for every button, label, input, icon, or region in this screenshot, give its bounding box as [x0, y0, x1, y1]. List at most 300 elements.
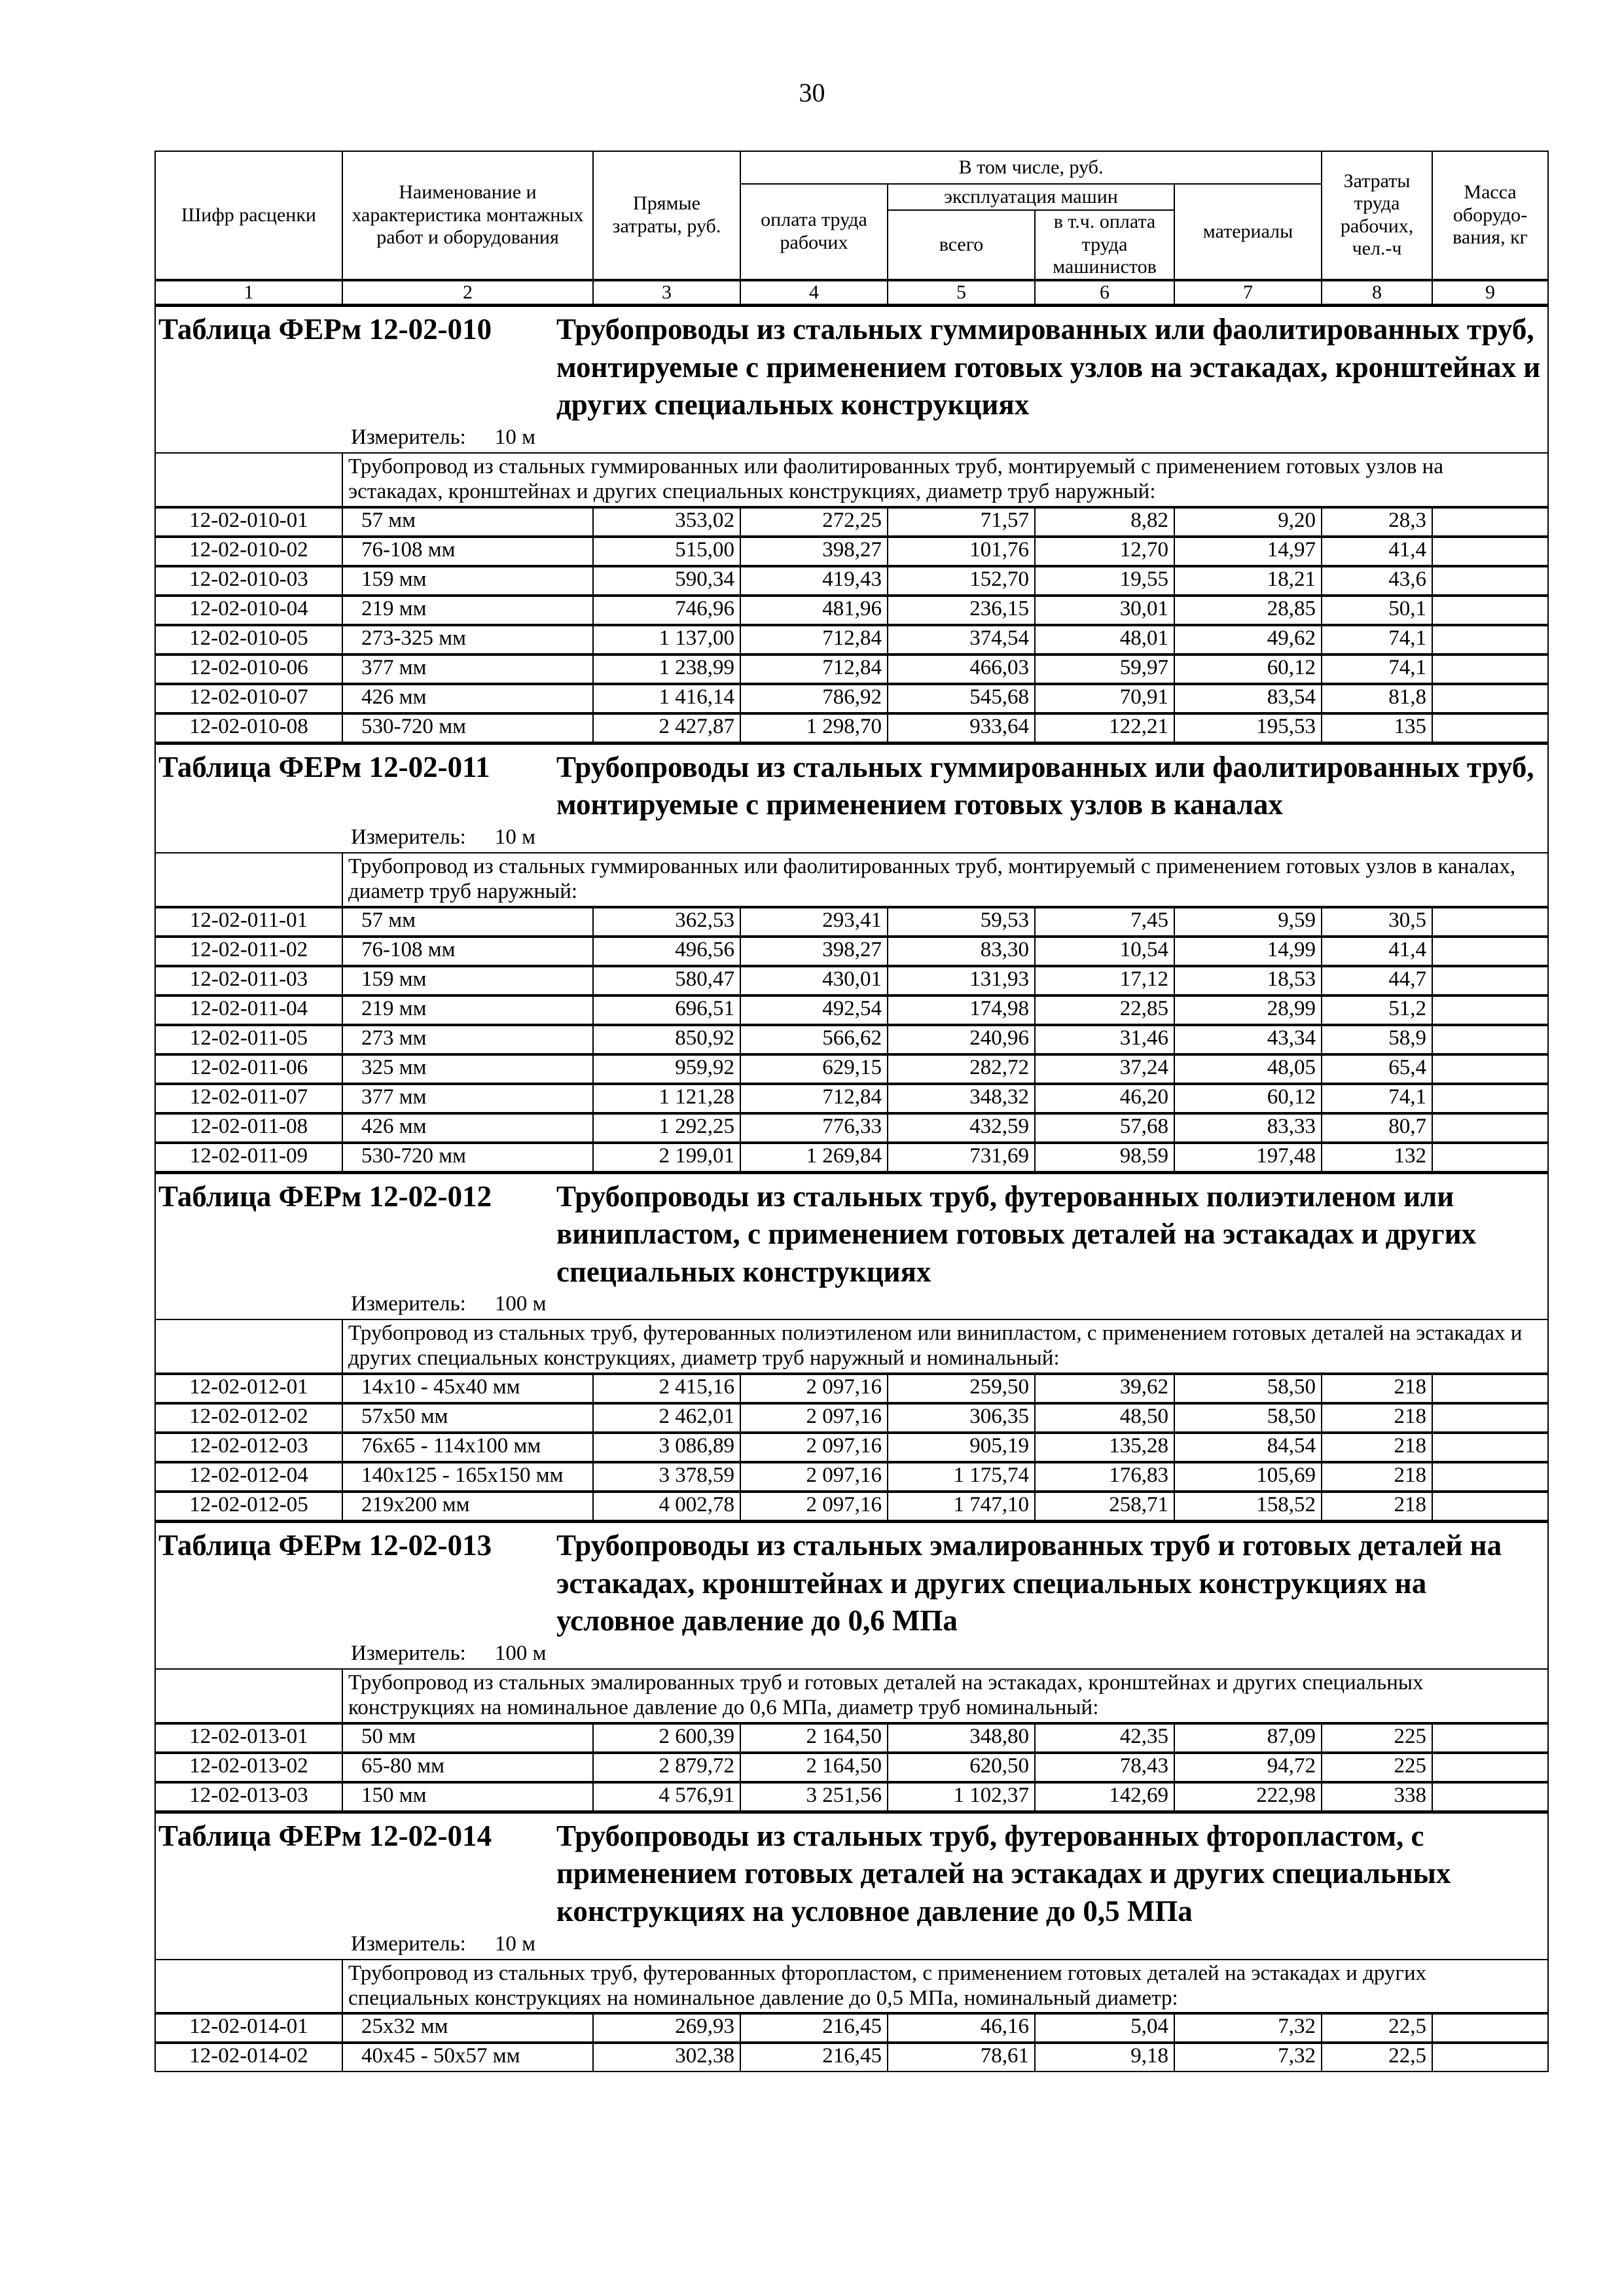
- header-direct-costs: Прямые затраты, руб.: [593, 151, 740, 280]
- labor-hours: 74,1: [1322, 655, 1432, 684]
- section-header: [155, 1172, 1548, 1319]
- machines-total: 1 102,37: [888, 1782, 1035, 1812]
- table-row: [155, 1782, 1548, 1812]
- section-description: Трубопровод из стальных труб, футерованных полиэтиленом или винипластом, с применением готовых деталей на эстакадах и других специальных конструкциях, диаметр труб наружный и номинальный:: [342, 1319, 1548, 1374]
- section-title: Трубопроводы из стальных гуммированных или фаолитированных труб, монтируемые с применением готовых узлов в каналах: [556, 750, 1534, 821]
- rate-code: 12-02-013-03: [155, 1782, 342, 1812]
- machinist-wages: 9,18: [1035, 2043, 1174, 2072]
- work-name: 76-108 мм: [342, 937, 593, 966]
- table-row: [155, 1723, 1548, 1753]
- column-number: 3: [593, 280, 740, 306]
- table-row: [155, 1374, 1548, 1403]
- section-header-row: [155, 1172, 1548, 1319]
- section-label: Таблица ФЕРм 12-02-011: [158, 750, 490, 783]
- materials: 58,50: [1174, 1374, 1322, 1403]
- direct-costs: 959,92: [593, 1054, 740, 1084]
- machines-total: 240,96: [888, 1025, 1035, 1054]
- rate-code: 12-02-012-04: [155, 1462, 342, 1492]
- direct-costs: 362,53: [593, 907, 740, 937]
- machines-total: 131,93: [888, 966, 1035, 996]
- machines-total: 933,64: [888, 713, 1035, 744]
- direct-costs: 746,96: [593, 596, 740, 625]
- section-description-row: [155, 453, 1548, 507]
- materials: 14,97: [1174, 537, 1322, 566]
- direct-costs: 1 238,99: [593, 655, 740, 684]
- table-row: [155, 1084, 1548, 1113]
- worker-wages: 398,27: [740, 537, 888, 566]
- machines-total: 174,98: [888, 996, 1035, 1025]
- rate-code: 12-02-012-03: [155, 1433, 342, 1462]
- materials: 83,33: [1174, 1113, 1322, 1143]
- worker-wages: 2 097,16: [740, 1403, 888, 1433]
- machinist-wages: 258,71: [1035, 1492, 1174, 1522]
- section-header-row: [155, 1522, 1548, 1669]
- machinist-wages: 48,50: [1035, 1403, 1174, 1433]
- labor-hours: 218: [1322, 1462, 1432, 1492]
- worker-wages: 2 164,50: [740, 1723, 888, 1753]
- machinist-wages: 78,43: [1035, 1753, 1174, 1782]
- section-label: Таблица ФЕРм 12-02-012: [158, 1179, 492, 1213]
- rate-code: 12-02-012-02: [155, 1403, 342, 1433]
- header-machines-total: всего: [888, 210, 1035, 280]
- equipment-mass: [1432, 966, 1548, 996]
- equipment-mass: [1432, 1054, 1548, 1084]
- table-header: [155, 151, 1548, 306]
- materials: 195,53: [1174, 713, 1322, 744]
- work-name: 159 мм: [342, 966, 593, 996]
- work-name: 377 мм: [342, 1084, 593, 1113]
- measure-value: 100 м: [494, 1292, 547, 1316]
- machines-total: 152,70: [888, 566, 1035, 596]
- measure-value: 10 м: [494, 1931, 535, 1956]
- machinist-wages: 176,83: [1035, 1462, 1174, 1492]
- section-title: Трубопроводы из стальных труб, футерованных полиэтиленом или винипластом, с применением готовых деталей на эстакадах и других специальных конструкциях: [556, 1179, 1477, 1288]
- labor-hours: 28,3: [1322, 507, 1432, 537]
- machinist-wages: 17,12: [1035, 966, 1174, 996]
- equipment-mass: [1432, 1403, 1548, 1433]
- direct-costs: 2 199,01: [593, 1143, 740, 1173]
- machinist-wages: 31,46: [1035, 1025, 1174, 1054]
- rate-code: 12-02-011-04: [155, 996, 342, 1025]
- section-header: [155, 306, 1548, 453]
- worker-wages: 481,96: [740, 596, 888, 625]
- materials: 28,99: [1174, 996, 1322, 1025]
- labor-hours: 132: [1322, 1143, 1432, 1173]
- work-name: 57 мм: [342, 907, 593, 937]
- equipment-mass: [1432, 566, 1548, 596]
- rate-code: 12-02-010-05: [155, 625, 342, 655]
- work-name: 273 мм: [342, 1025, 593, 1054]
- direct-costs: 696,51: [593, 996, 740, 1025]
- equipment-mass: [1432, 1723, 1548, 1753]
- worker-wages: 430,01: [740, 966, 888, 996]
- work-name: 426 мм: [342, 684, 593, 713]
- machinist-wages: 39,62: [1035, 1374, 1174, 1403]
- machines-total: 731,69: [888, 1143, 1035, 1173]
- machinist-wages: 122,21: [1035, 713, 1174, 744]
- table-row: [155, 625, 1548, 655]
- rate-code: 12-02-011-06: [155, 1054, 342, 1084]
- equipment-mass: [1432, 684, 1548, 713]
- table-row: [155, 1492, 1548, 1522]
- work-name: 426 мм: [342, 1113, 593, 1143]
- direct-costs: 580,47: [593, 966, 740, 996]
- work-name: 530-720 мм: [342, 713, 593, 744]
- labor-hours: 218: [1322, 1374, 1432, 1403]
- rate-code: 12-02-011-08: [155, 1113, 342, 1143]
- machines-total: 306,35: [888, 1403, 1035, 1433]
- direct-costs: 3 086,89: [593, 1433, 740, 1462]
- equipment-mass: [1432, 1025, 1548, 1054]
- equipment-mass: [1432, 1113, 1548, 1143]
- worker-wages: 3 251,56: [740, 1782, 888, 1812]
- section-label: Таблица ФЕРм 12-02-013: [158, 1529, 492, 1562]
- rate-code: 12-02-011-07: [155, 1084, 342, 1113]
- work-name: 273-325 мм: [342, 625, 593, 655]
- rate-code: 12-02-012-01: [155, 1374, 342, 1403]
- measure: [158, 1932, 1545, 1956]
- labor-hours: 65,4: [1322, 1054, 1432, 1084]
- direct-costs: 3 378,59: [593, 1462, 740, 1492]
- direct-costs: 850,92: [593, 1025, 740, 1054]
- page-number: 30: [799, 78, 825, 107]
- section-description-row: [155, 853, 1548, 907]
- rate-code: 12-02-013-01: [155, 1723, 342, 1753]
- section-description: Трубопровод из стальных труб, футерованных фторопластом, с применением готовых деталей на эстакадах и других специальных конструкциях на номинальное давление до 0,5 МПа, номинальный диаметр:: [342, 1960, 1548, 2014]
- measure: [158, 1292, 1545, 1316]
- direct-costs: 2 427,87: [593, 713, 740, 744]
- table-row: [155, 596, 1548, 625]
- table-row: [155, 937, 1548, 966]
- machinist-wages: 48,01: [1035, 625, 1174, 655]
- rate-code: 12-02-010-04: [155, 596, 342, 625]
- rate-code: 12-02-011-02: [155, 937, 342, 966]
- column-number: 2: [342, 280, 593, 306]
- labor-hours: 58,9: [1322, 1025, 1432, 1054]
- materials: 84,54: [1174, 1433, 1322, 1462]
- materials: 222,98: [1174, 1782, 1322, 1812]
- machinist-wages: 22,85: [1035, 996, 1174, 1025]
- direct-costs: 2 879,72: [593, 1753, 740, 1782]
- materials: 18,53: [1174, 966, 1322, 996]
- section-description: Трубопровод из стальных гуммированных или фаолитированных труб, монтируемый с применением готовых узлов в каналах, диаметр труб наружный:: [342, 853, 1548, 907]
- materials: 105,69: [1174, 1462, 1322, 1492]
- rate-code: 12-02-010-08: [155, 713, 342, 744]
- rate-code: 12-02-010-02: [155, 537, 342, 566]
- worker-wages: 216,45: [740, 2043, 888, 2072]
- measure-label: Измеритель:: [351, 1641, 466, 1666]
- rate-code: 12-02-010-03: [155, 566, 342, 596]
- machinist-wages: 142,69: [1035, 1782, 1174, 1812]
- equipment-mass: [1432, 655, 1548, 684]
- worker-wages: 629,15: [740, 1054, 888, 1084]
- column-number: 4: [740, 280, 888, 306]
- section-label: Таблица ФЕРм 12-02-010: [158, 313, 492, 346]
- labor-hours: 225: [1322, 1723, 1432, 1753]
- materials: 18,21: [1174, 566, 1322, 596]
- machines-total: 46,16: [888, 2013, 1035, 2043]
- measure-label: Измеритель:: [351, 425, 466, 449]
- worker-wages: 712,84: [740, 655, 888, 684]
- table-row: [155, 996, 1548, 1025]
- work-name: 325 мм: [342, 1054, 593, 1084]
- materials: 9,20: [1174, 507, 1322, 537]
- worker-wages: 398,27: [740, 937, 888, 966]
- machinist-wages: 59,97: [1035, 655, 1174, 684]
- section-description-row: [155, 1960, 1548, 2014]
- empty-cell: [155, 853, 342, 907]
- machinist-wages: 30,01: [1035, 596, 1174, 625]
- machines-total: 905,19: [888, 1433, 1035, 1462]
- direct-costs: 4 002,78: [593, 1492, 740, 1522]
- table-row: [155, 966, 1548, 996]
- work-name: 14х10 - 45х40 мм: [342, 1374, 593, 1403]
- rate-code: 12-02-011-03: [155, 966, 342, 996]
- equipment-mass: [1432, 1782, 1548, 1812]
- machines-total: 78,61: [888, 2043, 1035, 2072]
- equipment-mass: [1432, 1374, 1548, 1403]
- worker-wages: 566,62: [740, 1025, 888, 1054]
- worker-wages: 2 097,16: [740, 1462, 888, 1492]
- work-name: 140х125 - 165х150 мм: [342, 1462, 593, 1492]
- column-number: 8: [1322, 280, 1432, 306]
- column-number: 5: [888, 280, 1035, 306]
- labor-hours: 218: [1322, 1433, 1432, 1462]
- machines-total: 1 747,10: [888, 1492, 1035, 1522]
- section-header: [155, 1812, 1548, 1959]
- measure: [158, 425, 1545, 450]
- worker-wages: 2 097,16: [740, 1492, 888, 1522]
- rate-code: 12-02-011-05: [155, 1025, 342, 1054]
- worker-wages: 216,45: [740, 2013, 888, 2043]
- equipment-mass: [1432, 2013, 1548, 2043]
- materials: 58,50: [1174, 1403, 1322, 1433]
- equipment-mass: [1432, 907, 1548, 937]
- table-row: [155, 566, 1548, 596]
- column-number: 1: [155, 280, 342, 306]
- measure-value: 10 м: [494, 425, 535, 449]
- direct-costs: 590,34: [593, 566, 740, 596]
- rate-code: 12-02-014-02: [155, 2043, 342, 2072]
- materials: 49,62: [1174, 625, 1322, 655]
- work-name: 219 мм: [342, 596, 593, 625]
- section-description-row: [155, 1319, 1548, 1374]
- worker-wages: 1 298,70: [740, 713, 888, 744]
- work-name: 150 мм: [342, 1782, 593, 1812]
- section-header-row: [155, 306, 1548, 453]
- equipment-mass: [1432, 2043, 1548, 2072]
- machines-total: 101,76: [888, 537, 1035, 566]
- measure: [158, 825, 1545, 850]
- machines-total: 348,80: [888, 1723, 1035, 1753]
- worker-wages: 492,54: [740, 996, 888, 1025]
- labor-hours: 338: [1322, 1782, 1432, 1812]
- labor-hours: 50,1: [1322, 596, 1432, 625]
- equipment-mass: [1432, 625, 1548, 655]
- equipment-mass: [1432, 1492, 1548, 1522]
- labor-hours: 225: [1322, 1753, 1432, 1782]
- worker-wages: 712,84: [740, 1084, 888, 1113]
- work-name: 76-108 мм: [342, 537, 593, 566]
- rate-code: 12-02-010-06: [155, 655, 342, 684]
- machinist-wages: 135,28: [1035, 1433, 1174, 1462]
- rate-code: 12-02-012-05: [155, 1492, 342, 1522]
- materials: 83,54: [1174, 684, 1322, 713]
- equipment-mass: [1432, 713, 1548, 744]
- direct-costs: 4 576,91: [593, 1782, 740, 1812]
- column-number: 9: [1432, 280, 1548, 306]
- table-row: [155, 1403, 1548, 1433]
- header-materials: материалы: [1174, 184, 1322, 280]
- machines-total: 545,68: [888, 684, 1035, 713]
- machines-total: 59,53: [888, 907, 1035, 937]
- equipment-mass: [1432, 996, 1548, 1025]
- table-row: [155, 1462, 1548, 1492]
- direct-costs: 1 416,14: [593, 684, 740, 713]
- rate-code: 12-02-014-01: [155, 2013, 342, 2043]
- labor-hours: 22,5: [1322, 2043, 1432, 2072]
- labor-hours: 41,4: [1322, 937, 1432, 966]
- direct-costs: 1 292,25: [593, 1113, 740, 1143]
- labor-hours: 80,7: [1322, 1113, 1432, 1143]
- rate-code: 12-02-010-07: [155, 684, 342, 713]
- equipment-mass: [1432, 1433, 1548, 1462]
- work-name: 50 мм: [342, 1723, 593, 1753]
- materials: 197,48: [1174, 1143, 1322, 1173]
- empty-cell: [155, 1319, 342, 1374]
- section-header-row: [155, 1812, 1548, 1959]
- materials: 14,99: [1174, 937, 1322, 966]
- worker-wages: 419,43: [740, 566, 888, 596]
- work-name: 219х200 мм: [342, 1492, 593, 1522]
- rate-code: 12-02-010-01: [155, 507, 342, 537]
- table-row: [155, 2043, 1548, 2072]
- measure-value: 100 м: [494, 1641, 547, 1666]
- column-number: 7: [1174, 280, 1322, 306]
- header-mass: Масса оборудо-вания, кг: [1432, 151, 1548, 280]
- labor-hours: 218: [1322, 1492, 1432, 1522]
- equipment-mass: [1432, 1462, 1548, 1492]
- machinist-wages: 57,68: [1035, 1113, 1174, 1143]
- labor-hours: 43,6: [1322, 566, 1432, 596]
- work-name: 530-720 мм: [342, 1143, 593, 1173]
- direct-costs: 269,93: [593, 2013, 740, 2043]
- table-row: [155, 1025, 1548, 1054]
- section-header: [155, 1522, 1548, 1669]
- section-description: Трубопровод из стальных гуммированных или фаолитированных труб, монтируемый с применением готовых узлов на эстакадах, кронштейнах и других специальных конструкциях, диаметр труб наружный:: [342, 453, 1548, 507]
- section-title: Трубопроводы из стальных труб, футерованных фторопластом, с применением готовых деталей на эстакадах и других специальных конструкциях на условное давление до 0,5 МПа: [556, 1819, 1451, 1928]
- header-code: Шифр расценки: [155, 151, 342, 280]
- worker-wages: 786,92: [740, 684, 888, 713]
- measure-value: 10 м: [494, 825, 535, 849]
- equipment-mass: [1432, 537, 1548, 566]
- header-wages: оплата труда рабочих: [740, 184, 888, 280]
- materials: 7,32: [1174, 2013, 1322, 2043]
- rate-code: 12-02-011-01: [155, 907, 342, 937]
- machines-total: 466,03: [888, 655, 1035, 684]
- labor-hours: 135: [1322, 713, 1432, 744]
- machines-total: 282,72: [888, 1054, 1035, 1084]
- section-label: Таблица ФЕРм 12-02-014: [158, 1819, 492, 1852]
- section-header: [155, 743, 1548, 853]
- direct-costs: 2 462,01: [593, 1403, 740, 1433]
- worker-wages: 293,41: [740, 907, 888, 937]
- materials: 60,12: [1174, 655, 1322, 684]
- work-name: 57 мм: [342, 507, 593, 537]
- work-name: 76х65 - 114х100 мм: [342, 1433, 593, 1462]
- machines-total: 348,32: [888, 1084, 1035, 1113]
- table-row: [155, 684, 1548, 713]
- machines-total: 432,59: [888, 1113, 1035, 1143]
- machinist-wages: 7,45: [1035, 907, 1174, 937]
- equipment-mass: [1432, 1753, 1548, 1782]
- machines-total: 83,30: [888, 937, 1035, 966]
- machines-total: 259,50: [888, 1374, 1035, 1403]
- materials: 9,59: [1174, 907, 1322, 937]
- equipment-mass: [1432, 1084, 1548, 1113]
- worker-wages: 272,25: [740, 507, 888, 537]
- measure-label: Измеритель:: [351, 1931, 466, 1956]
- empty-cell: [155, 1669, 342, 1723]
- worker-wages: 2 164,50: [740, 1753, 888, 1782]
- table-row: [155, 1433, 1548, 1462]
- direct-costs: 1 137,00: [593, 625, 740, 655]
- header-labor: Затраты труда рабочих, чел.-ч: [1322, 151, 1432, 280]
- worker-wages: 2 097,16: [740, 1374, 888, 1403]
- worker-wages: 1 269,84: [740, 1143, 888, 1173]
- labor-hours: 44,7: [1322, 966, 1432, 996]
- materials: 87,09: [1174, 1723, 1322, 1753]
- labor-hours: 74,1: [1322, 625, 1432, 655]
- direct-costs: 302,38: [593, 2043, 740, 2072]
- machinist-wages: 98,59: [1035, 1143, 1174, 1173]
- worker-wages: 712,84: [740, 625, 888, 655]
- materials: 48,05: [1174, 1054, 1322, 1084]
- machines-total: 236,15: [888, 596, 1035, 625]
- machines-total: 71,57: [888, 507, 1035, 537]
- table-row: [155, 1753, 1548, 1782]
- machinist-wages: 42,35: [1035, 1723, 1174, 1753]
- worker-wages: 776,33: [740, 1113, 888, 1143]
- labor-hours: 41,4: [1322, 537, 1432, 566]
- equipment-mass: [1432, 937, 1548, 966]
- direct-costs: 496,56: [593, 937, 740, 966]
- work-name: 377 мм: [342, 655, 593, 684]
- machinist-wages: 70,91: [1035, 684, 1174, 713]
- work-name: 219 мм: [342, 996, 593, 1025]
- labor-hours: 74,1: [1322, 1084, 1432, 1113]
- machinist-wages: 12,70: [1035, 537, 1174, 566]
- rates-table: [154, 151, 1549, 2072]
- materials: 7,32: [1174, 2043, 1322, 2072]
- materials: 94,72: [1174, 1753, 1322, 1782]
- measure: [158, 1641, 1545, 1666]
- rate-code: 12-02-011-09: [155, 1143, 342, 1173]
- direct-costs: 515,00: [593, 537, 740, 566]
- labor-hours: 30,5: [1322, 907, 1432, 937]
- work-name: 40х45 - 50х57 мм: [342, 2043, 593, 2072]
- work-name: 65-80 мм: [342, 1753, 593, 1782]
- materials: 158,52: [1174, 1492, 1322, 1522]
- table-row: [155, 1113, 1548, 1143]
- table-row: [155, 655, 1548, 684]
- work-name: 25х32 мм: [342, 2013, 593, 2043]
- table-row: [155, 907, 1548, 937]
- materials: 60,12: [1174, 1084, 1322, 1113]
- header-machinist-wages: в т.ч. оплата труда машинистов: [1035, 210, 1174, 280]
- labor-hours: 22,5: [1322, 2013, 1432, 2043]
- direct-costs: 1 121,28: [593, 1084, 740, 1113]
